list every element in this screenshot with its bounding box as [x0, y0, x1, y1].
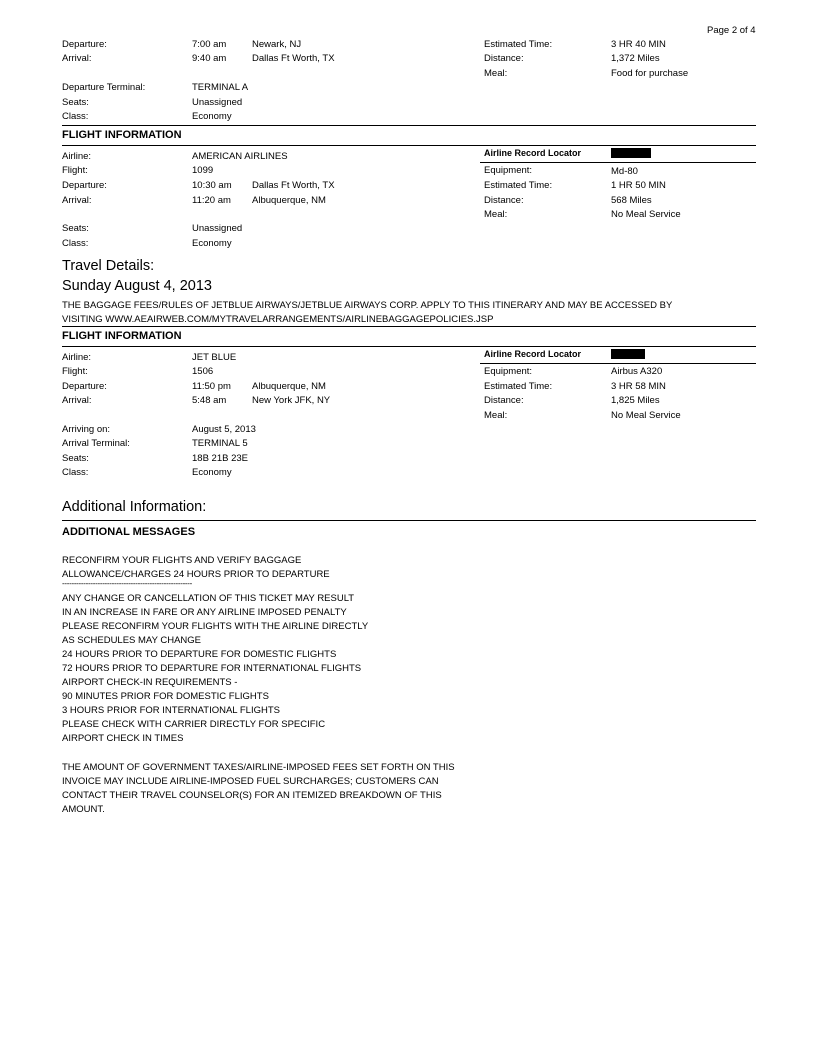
distance-label: Distance: [484, 53, 524, 64]
message-line: 3 HOURS PRIOR FOR INTERNATIONAL FLIGHTS [62, 705, 280, 716]
message-line: ANY CHANGE OR CANCELLATION OF THIS TICKET MAY RESULT [62, 593, 355, 604]
section-title-additional-messages: ADDITIONAL MESSAGES [62, 526, 196, 538]
arrival-terminal-label: Arrival Terminal: [62, 438, 130, 449]
message-line: AS SCHEDULES MAY CHANGE [62, 635, 202, 646]
departure-city: Dallas Ft Worth, TX [252, 180, 335, 191]
tax-notice-line: CONTACT THEIR TRAVEL COUNSELOR(S) FOR AN ITEMIZED BREAKDOWN OF THIS [62, 790, 442, 801]
message-line: RECONFIRM YOUR FLIGHTS AND VERIFY BAGGAGE [62, 555, 302, 566]
record-locator-label: Airline Record Locator [484, 349, 582, 359]
meal-label: Meal: [484, 68, 508, 79]
arrival-label: Arrival: [62, 53, 92, 64]
arrival-city: New York JFK, NY [252, 395, 331, 406]
arrival-time: 5:48 am [192, 395, 227, 406]
tax-notice-line: INVOICE MAY INCLUDE AIRLINE-IMPOSED FUEL SURCHARGES; CUSTOMERS CAN [62, 776, 439, 787]
travel-details-heading: Travel Details: [62, 258, 155, 274]
message-line: 24 HOURS PRIOR TO DEPARTURE FOR DOMESTIC FLIGHTS [62, 649, 337, 660]
departure-time: 10:30 am [192, 180, 232, 191]
record-locator-redacted [611, 349, 645, 359]
meal-label: Meal: [484, 410, 508, 421]
meal-value: No Meal Service [611, 410, 681, 421]
seats-value: 18B 21B 23E [192, 453, 248, 464]
est-time-label: Estimated Time: [484, 39, 553, 50]
flight-value: 1506 [192, 366, 214, 377]
departure-terminal-value: TERMINAL A [192, 82, 249, 93]
departure-terminal-label: Departure Terminal: [62, 82, 146, 93]
est-time-label: Estimated Time: [484, 180, 553, 191]
seats-label: Seats: [62, 223, 89, 234]
additional-info-heading: Additional Information: [62, 499, 207, 515]
departure-time: 7:00 am [192, 39, 227, 50]
airline-label: Airline: [62, 151, 92, 162]
departure-city: Newark, NJ [252, 39, 302, 50]
seats-value: Unassigned [192, 97, 243, 108]
baggage-notice-line-1: THE BAGGAGE FEES/RULES OF JETBLUE AIRWAYS/JETBLUE AIRWAYS CORP. APPLY TO THIS ITINERARY AND MAY BE ACCESSED BY [62, 300, 673, 311]
meal-label: Meal: [484, 209, 508, 220]
equipment-value: Md-80 [611, 166, 638, 177]
equipment-label: Equipment: [484, 366, 533, 377]
seats-label: Seats: [62, 97, 89, 108]
message-line: 90 MINUTES PRIOR FOR DOMESTIC FLIGHTS [62, 691, 269, 702]
class-label: Class: [62, 238, 89, 249]
equipment-value: Airbus A320 [611, 366, 663, 377]
arrival-label: Arrival: [62, 395, 92, 406]
departure-label: Departure: [62, 180, 107, 191]
message-line: PLEASE CHECK WITH CARRIER DIRECTLY FOR SPECIFIC [62, 719, 326, 730]
departure-city: Albuquerque, NM [252, 381, 326, 392]
airline-label: Airline: [62, 352, 92, 363]
arrival-city: Dallas Ft Worth, TX [252, 53, 335, 64]
equipment-label: Equipment: [484, 165, 533, 176]
message-line: ALLOWANCE/CHARGES 24 HOURS PRIOR TO DEPARTURE [62, 569, 330, 580]
class-label: Class: [62, 111, 89, 122]
locator-top-rule [480, 346, 756, 347]
flight-label: Flight: [62, 366, 88, 377]
est-time-label: Estimated Time: [484, 381, 553, 392]
class-label: Class: [62, 467, 89, 478]
distance-value: 1,825 Miles [611, 395, 660, 406]
class-value: Economy [192, 111, 232, 122]
record-locator-label: Airline Record Locator [484, 148, 582, 158]
distance-value: 1,372 Miles [611, 53, 660, 64]
departure-label: Departure: [62, 39, 107, 50]
airline-value: AMERICAN AIRLINES [192, 151, 288, 162]
tax-notice-line: AMOUNT. [62, 804, 105, 815]
message-line: AIRPORT CHECK IN TIMES [62, 733, 184, 744]
section-divider [62, 520, 756, 521]
class-value: Economy [192, 467, 232, 478]
flight-value: 1099 [192, 165, 214, 176]
baggage-notice-line-2: VISITING WWW.AEAIRWEB.COM/MYTRAVELARRANGEMENTS/AIRLINEBAGGAGEPOLICIES.JSP [62, 314, 494, 325]
message-dashes: ------------------------------------------------------- [62, 579, 193, 588]
arrival-terminal-value: TERMINAL 5 [192, 438, 248, 449]
flight-label: Flight: [62, 165, 88, 176]
section-title-flight-info: FLIGHT INFORMATION [62, 129, 182, 141]
message-line: PLEASE RECONFIRM YOUR FLIGHTS WITH THE AIRLINE DIRECTLY [62, 621, 369, 632]
meal-value: No Meal Service [611, 209, 681, 220]
est-time-value: 1 HR 50 MIN [611, 180, 666, 191]
est-time-value: 3 HR 58 MIN [611, 381, 666, 392]
locator-top-rule [480, 145, 756, 146]
est-time-value: 3 HR 40 MIN [611, 39, 666, 50]
section-divider [62, 326, 756, 327]
section-divider [62, 125, 756, 126]
page-number: Page 2 of 4 [707, 25, 756, 36]
section-title-flight-info: FLIGHT INFORMATION [62, 330, 182, 342]
arrival-city: Albuquerque, NM [252, 195, 326, 206]
departure-label: Departure: [62, 381, 107, 392]
locator-bottom-rule [480, 162, 756, 163]
distance-label: Distance: [484, 395, 524, 406]
seats-label: Seats: [62, 453, 89, 464]
arrival-time: 9:40 am [192, 53, 227, 64]
arriving-on-value: August 5, 2013 [192, 424, 256, 435]
meal-value: Food for purchase [611, 68, 689, 79]
message-line: AIRPORT CHECK-IN REQUIREMENTS - [62, 677, 238, 688]
travel-date: Sunday August 4, 2013 [62, 278, 212, 294]
message-line: 72 HOURS PRIOR TO DEPARTURE FOR INTERNATIONAL FLIGHTS [62, 663, 362, 674]
record-locator-redacted [611, 148, 651, 158]
class-value: Economy [192, 238, 232, 249]
locator-bottom-rule [480, 363, 756, 364]
distance-label: Distance: [484, 195, 524, 206]
arrival-label: Arrival: [62, 195, 92, 206]
arrival-time: 11:20 am [192, 195, 231, 206]
distance-value: 568 Miles [611, 195, 652, 206]
tax-notice-line: THE AMOUNT OF GOVERNMENT TAXES/AIRLINE-IMPOSED FEES SET FORTH ON THIS [62, 762, 455, 773]
seats-value: Unassigned [192, 223, 243, 234]
message-line: IN AN INCREASE IN FARE OR ANY AIRLINE IMPOSED PENALTY [62, 607, 347, 618]
arriving-on-label: Arriving on: [62, 424, 111, 435]
airline-value: JET BLUE [192, 352, 237, 363]
departure-time: 11:50 pm [192, 381, 231, 392]
